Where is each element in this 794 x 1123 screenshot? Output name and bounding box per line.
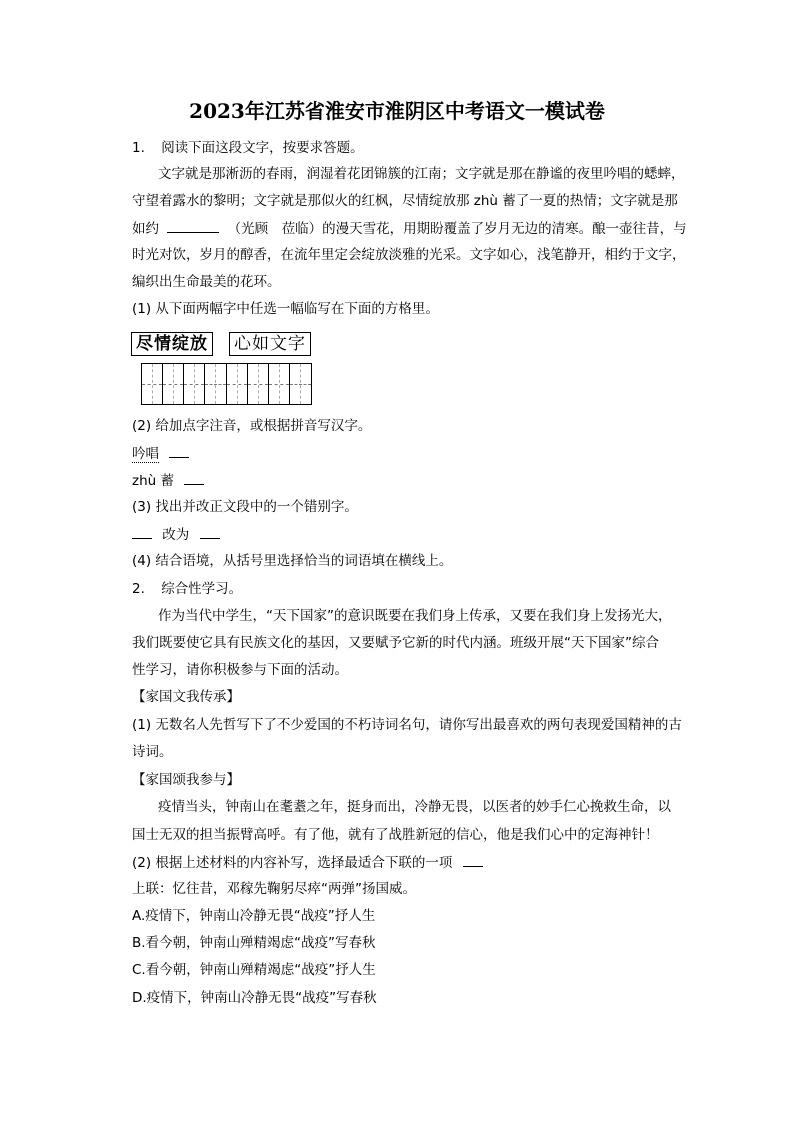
calligraphy-sample-2: 心如文字 [229, 332, 311, 356]
correct-char-blank[interactable] [200, 525, 220, 539]
q2-intro-line-3: 性学习，请你积极参与下面的活动。 [132, 662, 348, 678]
zhuxu-line [132, 471, 204, 490]
grid-cell[interactable] [184, 364, 205, 404]
option-d[interactable]: D.疫情下，钟南山冷静无畏“战疫”写春秋 [132, 990, 377, 1006]
q1-stem: 阅读下面这段文字，按要求答题。 [161, 140, 364, 156]
upper-couplet: 上联：忆往昔，邓稼先鞠躬尽瘁“两弹”扬国威。 [132, 881, 416, 897]
option-c[interactable]: C.看今朝，钟南山殚精竭虑“战疫”抒人生 [132, 962, 376, 978]
q1-sub3: (3) 找出并改正文段中的一个错别字。 [132, 499, 358, 515]
q2-sub2: (2) 根据上述材料的内容补写，选择最适合下联的一项 [132, 855, 453, 871]
section-heading-2: 【家国颂我参与】 [132, 772, 240, 788]
gaiwei-label: 改为 [162, 527, 190, 543]
passage-line-2: 守望着露水的黎明；文字就是那似火的红枫，尽情绽放那 zhù 蓄了一夏的热情；文字就是那 [132, 193, 678, 209]
section-heading-1: 【家国文我传承】 [132, 689, 240, 705]
exam-title: 2023年江苏省淮安市淮阴区中考语文一模试卷 [189, 99, 605, 123]
zhuxu-word: zhù 蓄 [132, 473, 174, 489]
q2-intro-line-2: 我们既要使它具有民族文化的基因，又要赋予它新的时代内涵。班级开展“天下国家”综合 [132, 635, 659, 651]
passage-line-4: 时光对饮，岁月的醇香，在流年里定会绽放淡雅的光采。文字如心，浅笔静开，相约于文字， [132, 247, 686, 263]
grid-cell[interactable] [205, 364, 226, 404]
grid-cell[interactable] [269, 364, 290, 404]
passage-line-1: 文字就是那淅沥的春雨，润湿着花团锦簇的江南；文字就是那在静谧的夜里吟唱的蟋蟀， [158, 166, 685, 182]
q1-sub2: (2) 给加点字注音，或根据拼音写汉字。 [132, 418, 372, 434]
passage-line-3-start: 如约 [132, 221, 159, 237]
q2-sub1-line-1: (1) 无数名人先哲写下了不少爱国的不朽诗词名句，请你写出最喜欢的两句表现爱国精神的古 [132, 717, 682, 733]
q1-sub4: (4) 结合语境，从括号里选择恰当的词语填在横线上。 [132, 553, 453, 569]
material-line-1: 疫情当头，钟南山在耄耋之年，挺身而出，冷静无畏，以医者的妙手仁心挽救生命，以 [158, 799, 671, 815]
q2-intro-line-1: 作为当代中学生，“天下国家”的意识既要在我们身上传承，又要在我们身上发扬光大， [158, 608, 672, 624]
grid-cell[interactable] [290, 364, 311, 404]
choice-answer-blank[interactable] [463, 853, 483, 867]
yinchang-line [132, 444, 189, 463]
q1-number: 1. [132, 140, 145, 156]
yinchang-word: 吟唱 [132, 446, 159, 462]
passage-line-3 [132, 219, 687, 238]
grid-cell[interactable] [163, 364, 184, 404]
material-line-2: 国士无双的担当振臂高呼。有了他，就有了战胜新冠的信心，他是我们心中的定海神针！ [132, 827, 659, 843]
q2-stem: 综合性学习。 [161, 581, 243, 597]
writing-grid[interactable] [141, 363, 312, 405]
passage-line-5: 编织出生命最美的花环。 [132, 274, 281, 290]
grid-cell[interactable] [227, 364, 248, 404]
fill-blank-word[interactable] [167, 219, 219, 233]
grid-cell[interactable] [142, 364, 163, 404]
q2-number: 2. [132, 581, 145, 597]
q1-stem-line [132, 139, 364, 157]
q2-sub1-line-2: 诗词。 [132, 744, 173, 760]
passage-line-3-end: （光顾 莅临）的漫天雪花，用期盼覆盖了岁月无边的清寒。酿一壶往昔，与 [227, 221, 687, 237]
zhuxu-answer-blank[interactable] [184, 471, 204, 485]
wrong-char-blank[interactable] [132, 525, 152, 539]
correction-line [132, 525, 220, 544]
calligraphy-sample-1: 尽情绽放 [131, 332, 213, 356]
q2-stem-line [132, 580, 242, 598]
q2-sub2-line [132, 853, 483, 872]
option-a[interactable]: A.疫情下，钟南山冷静无畏“战疫”抒人生 [132, 908, 376, 924]
yinchang-answer-blank[interactable] [169, 444, 189, 458]
option-b[interactable]: B.看今朝，钟南山殚精竭虑“战疫”写春秋 [132, 935, 376, 951]
grid-cell[interactable] [248, 364, 269, 404]
q1-sub1: (1) 从下面两幅字中任选一幅临写在下面的方格里。 [132, 301, 439, 317]
